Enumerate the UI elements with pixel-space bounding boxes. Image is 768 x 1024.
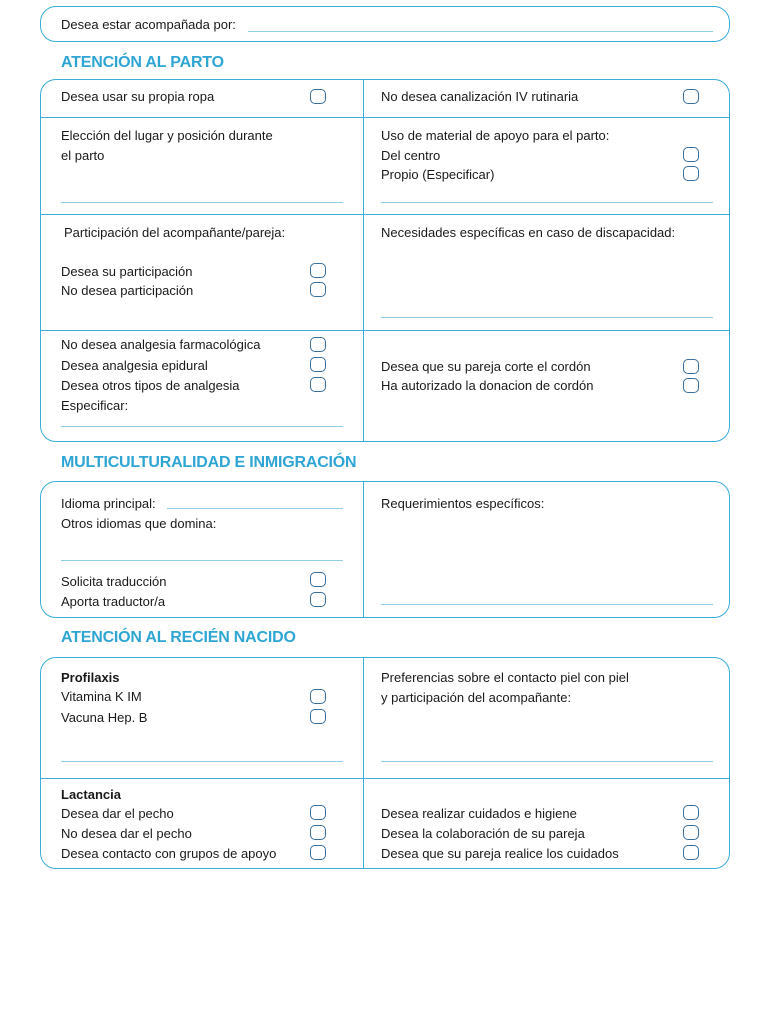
vitamin-k-label: Vitamina K IM <box>61 689 142 704</box>
breastfeed-yes-label: Desea dar el pecho <box>61 806 174 821</box>
hep-b-label: Vacuna Hep. B <box>61 710 148 725</box>
breastfeed-yes-checkbox[interactable] <box>310 805 326 820</box>
lactation-title: Lactancia <box>61 787 121 802</box>
companion-label: Desea estar acompañada por: <box>61 17 236 32</box>
breastfeed-no-checkbox[interactable] <box>310 825 326 840</box>
partner-care-label: Desea que su pareja realice los cuidados <box>381 846 619 861</box>
support-own-field[interactable] <box>381 202 713 203</box>
cord-cut-checkbox[interactable] <box>683 359 699 374</box>
section-title-atencion-parto: ATENCIÓN AL PARTO <box>61 54 224 71</box>
no-analgesia-checkbox[interactable] <box>310 337 326 352</box>
skin-contact-title: Preferencias sobre el contacto piel con piel <box>381 670 629 685</box>
partner-care-checkbox[interactable] <box>683 845 699 860</box>
cord-cut-label: Desea que su pareja corte el cordón <box>381 359 591 374</box>
multicultural-box <box>40 481 730 618</box>
disability-needs-title: Necesidades específicas en caso de discapacidad: <box>381 225 676 240</box>
cord-donation-label: Ha autorizado la donacion de cordón <box>381 378 594 393</box>
prophylaxis-field[interactable] <box>61 761 343 762</box>
support-center-label: Del centro <box>381 148 441 163</box>
column-divider <box>363 80 364 441</box>
row-divider <box>41 330 729 331</box>
no-iv-label: No desea canalización IV rutinaria <box>381 89 579 104</box>
birth-place-field[interactable] <box>61 202 343 203</box>
partner-no-label: No desea participación <box>61 283 194 298</box>
translation-checkbox[interactable] <box>310 572 326 587</box>
support-own-label: Propio (Especificar) <box>381 167 495 182</box>
other-languages-label: Otros idiomas que domina: <box>61 516 217 531</box>
companion-field[interactable] <box>248 31 713 32</box>
skin-contact-title-2: y participación del acompañante: <box>381 690 572 705</box>
cord-donation-checkbox[interactable] <box>683 378 699 393</box>
epidural-checkbox[interactable] <box>310 357 326 372</box>
newborn-box <box>40 657 730 869</box>
translator-checkbox[interactable] <box>310 592 326 607</box>
partner-collab-checkbox[interactable] <box>683 825 699 840</box>
translation-label: Solicita traducción <box>61 574 167 589</box>
support-material-title: Uso de material de apoyo para el parto: <box>381 128 610 143</box>
row-divider <box>41 778 729 779</box>
prophylaxis-title: Profilaxis <box>61 670 120 685</box>
other-analgesia-label: Desea otros tipos de analgesia <box>61 378 240 393</box>
partner-yes-checkbox[interactable] <box>310 263 326 278</box>
care-hygiene-label: Desea realizar cuidados e higiene <box>381 806 577 821</box>
other-languages-field[interactable] <box>61 560 343 561</box>
support-groups-checkbox[interactable] <box>310 845 326 860</box>
disability-needs-field[interactable] <box>381 317 713 318</box>
column-divider <box>363 482 364 617</box>
specific-requirements-field[interactable] <box>381 604 713 605</box>
epidural-label: Desea analgesia epidural <box>61 358 208 373</box>
support-groups-label: Desea contacto con grupos de apoyo <box>61 846 277 861</box>
support-center-checkbox[interactable] <box>683 147 699 162</box>
partner-yes-label: Desea su participación <box>61 264 193 279</box>
translator-label: Aporta traductor/a <box>61 594 166 609</box>
analgesia-specify-label: Especificar: <box>61 398 129 413</box>
support-own-checkbox[interactable] <box>683 166 699 181</box>
partner-collab-label: Desea la colaboración de su pareja <box>381 826 585 841</box>
other-analgesia-checkbox[interactable] <box>310 377 326 392</box>
partner-participation-title: Participación del acompañante/pareja: <box>64 225 286 240</box>
partner-no-checkbox[interactable] <box>310 282 326 297</box>
own-clothes-checkbox[interactable] <box>310 89 326 104</box>
main-language-field[interactable] <box>167 508 343 509</box>
own-clothes-label: Desea usar su propia ropa <box>61 89 215 104</box>
section-title-recien-nacido: ATENCIÓN AL RECIÉN NACIDO <box>61 629 296 646</box>
no-analgesia-label: No desea analgesia farmacológica <box>61 337 261 352</box>
analgesia-specify-field[interactable] <box>61 426 343 427</box>
no-iv-checkbox[interactable] <box>683 89 699 104</box>
companion-box <box>40 6 730 42</box>
atencion-parto-box <box>40 79 730 442</box>
care-hygiene-checkbox[interactable] <box>683 805 699 820</box>
specific-requirements-title: Requerimientos específicos: <box>381 496 545 511</box>
row-divider <box>41 117 729 118</box>
birth-place-label-2: el parto <box>61 148 105 163</box>
column-divider <box>363 658 364 868</box>
row-divider <box>41 214 729 215</box>
birth-place-label: Elección del lugar y posición durante <box>61 128 273 143</box>
skin-contact-field[interactable] <box>381 761 713 762</box>
breastfeed-no-label: No desea dar el pecho <box>61 826 192 841</box>
hep-b-checkbox[interactable] <box>310 709 326 724</box>
vitamin-k-checkbox[interactable] <box>310 689 326 704</box>
section-title-multiculturalidad: MULTICULTURALIDAD E INMIGRACIÓN <box>61 454 357 471</box>
main-language-label: Idioma principal: <box>61 496 156 511</box>
